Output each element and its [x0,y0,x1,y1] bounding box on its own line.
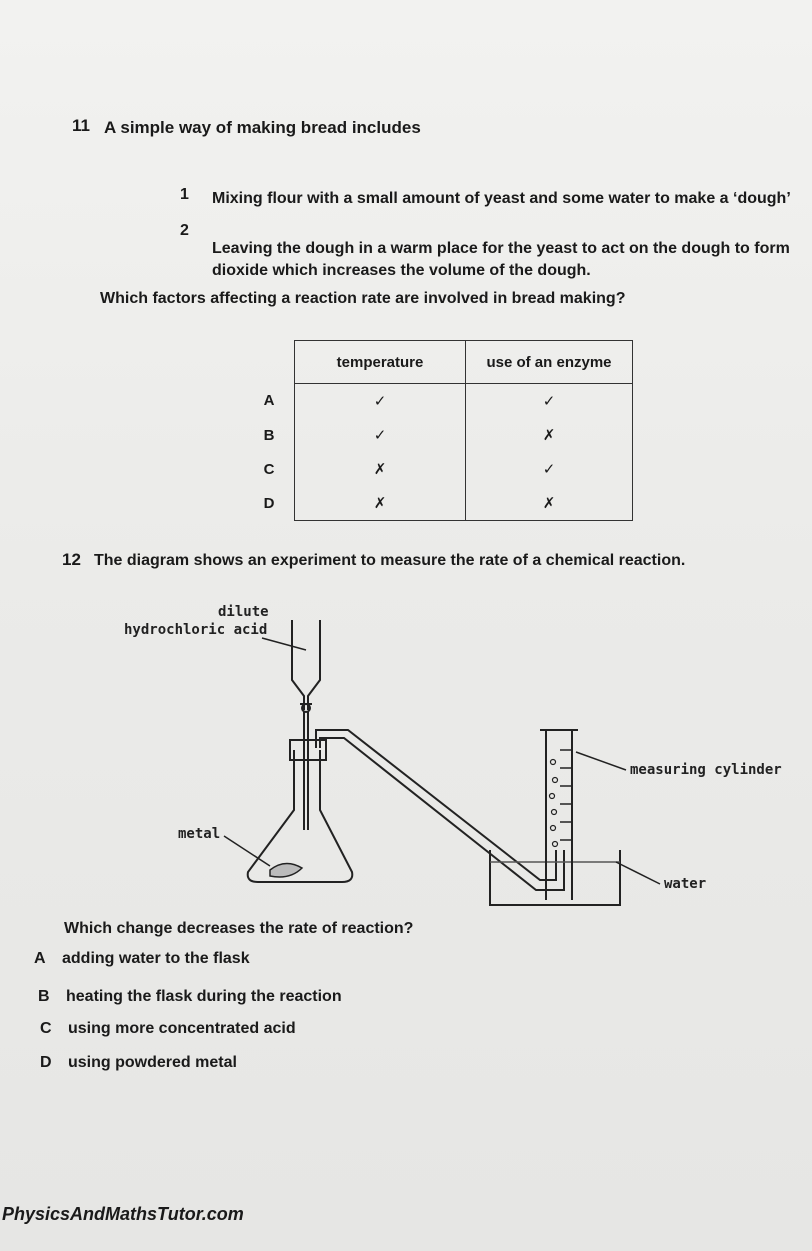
question-12-intro: The diagram shows an experiment to measure the rate of a chemical reaction. [94,552,686,569]
cell-temperature: ✗ [295,486,466,521]
cylinder-graduations [560,750,572,840]
leader-cylinder [576,752,626,770]
leader-water [616,862,660,884]
option-letter: D [40,1054,52,1071]
option-text: using more concentrated acid [68,1020,296,1037]
leader-acid [262,638,306,650]
delivery-tube [316,730,564,890]
header-temperature: temperature [295,341,466,384]
label-metal: metal [178,826,221,842]
cell-enzyme: ✗ [466,486,633,521]
step-1-number: 1 [180,186,189,203]
label-measuring-cylinder: measuring cylinder [630,762,782,778]
option-c[interactable] [40,1020,296,1038]
option-a[interactable] [34,950,250,968]
cell-enzyme: ✗ [466,418,633,452]
label-water: water [664,876,707,892]
cell-temperature: ✗ [295,452,466,486]
option-text: using powdered metal [68,1054,237,1071]
option-b[interactable] [38,988,342,1006]
question-11-number: 11 [72,116,90,135]
experiment-diagram [120,600,782,920]
header-enzyme: use of an enzyme [466,341,633,384]
table-row [244,418,633,452]
measuring-cylinder [540,730,578,900]
option-text: adding water to the flask [62,950,250,967]
step-2-text-cont: dioxide which increases the volume of the dough. [212,262,591,279]
option-text: heating the flask during the reaction [66,988,342,1005]
question-11-intro: A simple way of making bread includes [104,118,421,137]
cell-temperature: ✓ [295,418,466,452]
option-letter: C [40,1020,52,1037]
step-1-text: Mixing flour with a small amount of yeast and some water to make a ‘dough’ [212,190,791,207]
cell-enzyme: ✓ [466,384,633,419]
option-d[interactable] [40,1054,237,1072]
question-11-prompt: Which factors affecting a reaction rate are involved in bread making? [100,290,626,307]
step-2-text: Leaving the dough in a warm place for the yeast to act on the dough to form [212,240,790,257]
option-letter: B [38,988,50,1005]
table-header-row [244,341,633,384]
table-corner [244,341,295,384]
factors-table [244,340,633,521]
footer-brand: PhysicsAndMathsTutor.com [2,1204,244,1224]
cell-temperature: ✓ [295,384,466,419]
option-letter: A [34,950,46,967]
row-label: A [263,392,275,410]
label-dilute: dilute [218,604,269,620]
cell-enzyme: ✓ [466,452,633,486]
gas-bubbles [550,760,558,847]
question-12-prompt: Which change decreases the rate of reaction? [64,920,414,937]
label-hydrochloric-acid: hydrochloric acid [124,622,268,638]
dropping-funnel [292,620,320,830]
row-label: B [263,426,275,444]
table-row [244,452,633,486]
table-row [244,486,633,521]
metal-lump [270,863,302,877]
step-2-number: 2 [180,222,189,239]
question-12-number: 12 [62,550,81,569]
row-label: D [263,494,275,512]
table-row [244,384,633,419]
row-label: C [263,460,275,478]
